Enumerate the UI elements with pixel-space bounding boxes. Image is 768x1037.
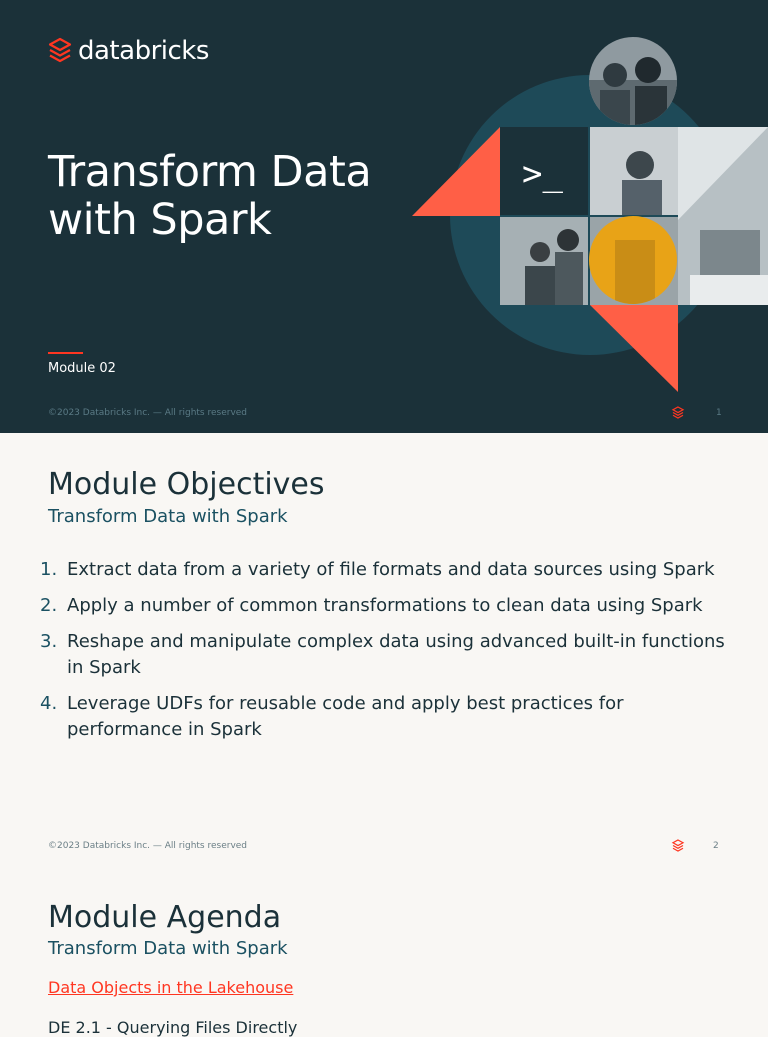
list-number: 3. [40, 631, 58, 652]
terminal-prompt-icon: >_ [522, 154, 563, 194]
agenda-link-data-objects[interactable]: Data Objects in the Lakehouse [48, 978, 294, 997]
slide-title: Module Objectives [48, 467, 325, 502]
hero-illustration [400, 30, 768, 400]
list-text: Apply a number of common transformations to clean data using Spark [67, 595, 703, 616]
list-text: Reshape and manipulate complex data using advanced built-in functions in Spark [67, 631, 725, 678]
objectives-list [40, 557, 730, 753]
agenda-slide [0, 866, 768, 1037]
title-line-1: Transform Data [48, 147, 372, 197]
module-label: Module 02 [48, 361, 116, 376]
list-item [40, 629, 730, 681]
databricks-logo [48, 36, 209, 66]
title-line-2: with Spark [48, 195, 272, 245]
objectives-slide [0, 433, 768, 866]
module-rule [48, 352, 83, 354]
page-number: 1 [716, 408, 722, 418]
slide-title [48, 148, 408, 244]
list-item [40, 691, 730, 743]
slide-footer: ©2023 Databricks Inc. — All rights reserved [48, 408, 248, 418]
databricks-logo-icon [48, 37, 72, 65]
list-text: Extract data from a variety of file formats and data sources using Spark [67, 559, 715, 580]
databricks-small-icon [672, 406, 684, 420]
slide-footer: ©2023 Databricks Inc. — All rights reserved [48, 841, 248, 851]
list-text: Leverage UDFs for reusable code and apply best practices for performance in Spark [67, 693, 624, 740]
list-item [40, 557, 730, 583]
title-slide [0, 0, 768, 433]
slide-title: Module Agenda [48, 900, 282, 935]
page-number: 2 [713, 841, 719, 851]
list-number: 2. [40, 595, 58, 616]
logo-text: databricks [78, 36, 209, 66]
list-number: 1. [40, 559, 58, 580]
slide-subtitle: Transform Data with Spark [48, 938, 288, 959]
list-number: 4. [40, 693, 58, 714]
databricks-small-icon [672, 839, 684, 853]
slide-subtitle: Transform Data with Spark [48, 506, 288, 527]
list-item [40, 593, 730, 619]
agenda-item: DE 2.1 - Querying Files Directly [48, 1018, 298, 1037]
